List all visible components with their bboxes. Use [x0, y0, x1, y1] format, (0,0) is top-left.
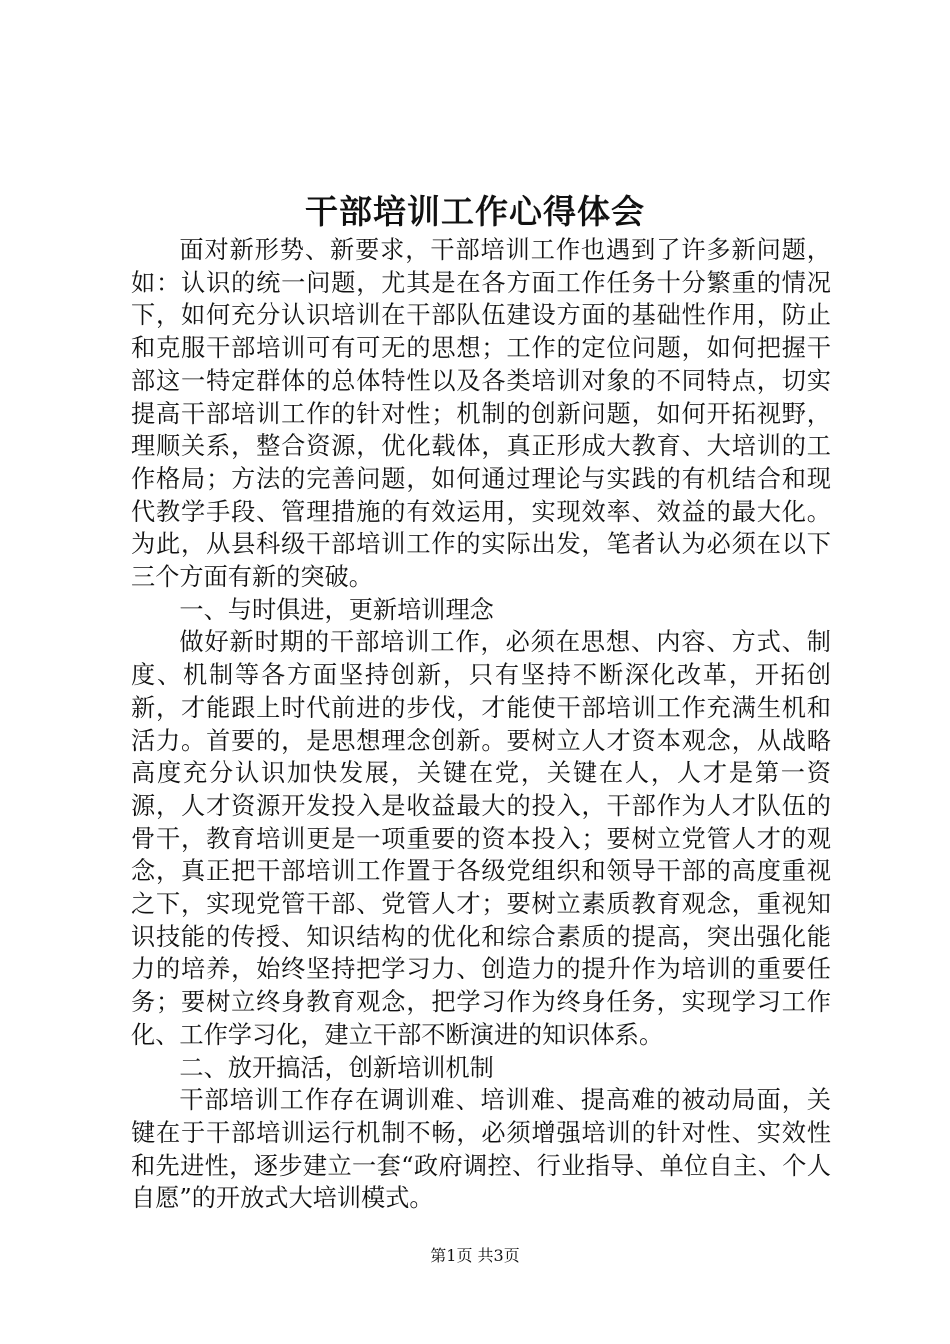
section-heading-2: 二、放开搞活，创新培训机制 [179, 1053, 494, 1082]
section-heading-1: 一、与时俱进，更新培训理念 [179, 595, 494, 624]
paragraph-section-1: 做好新时期的干部培训工作，必须在思想、内容、方式、制度、机制等各方面坚持创新，只有坚持不断深化改革，开拓创新，才能跟上时代前进的步伐，才能使干部培训工作充满生机和活力。首要的，是思想理念创新。要树立人才资本观念，从战略高度充分认识加快发展，关键在党，关键在人，人才是第一资源，人才资源开发投入是收益最大的投入，干部作为人才队伍的骨干，教育培训更是一项重要的资本投入；要树立党管人才的观念，真正把干部培训工作置于各级党组织和领导干部的高度重视之下，实现党管干部、党管人才；要树立素质教育观念，重视知识技能的传授、知识结构的优化和综合素质的提高，突出强化能力的培养，始终坚持把学习力、创造力的提升作为培训的重要任务；要树立终身教育观念，把学习作为终身任务，实现学习工作化、工作学习化，建立干部不断演进的知识体系。 [131, 628, 831, 1049]
paragraph-intro: 面对新形势、新要求，干部培训工作也遇到了许多新问题，如：认识的统一问题，尤其是在各方面工作任务十分繁重的情况下，如何充分认识培训在干部队伍建设方面的基础性作用，防止和克服干部培训可有可无的思想；工作的定位问题，如何把握干部这一特定群体的总体特性以及各类培训对象的不同特点，切实提高干部培训工作的针对性；机制的创新问题，如何开拓视野，理顺关系，整合资源，优化载体，真正形成大教育、大培训的工作格局；方法的完善问题，如何通过理论与实践的有机结合和现代教学手段、管理措施的有效运用，实现效率、效益的最大化。为此，从县科级干部培训工作的实际出发，笔者认为必须在以下三个方面有新的突破。 [131, 236, 831, 592]
page-footer: 第1页 共3页 [430, 1246, 520, 1265]
document-title: 干部培训工作心得体会 [305, 192, 645, 231]
document-body [131, 234, 831, 1215]
paragraph-section-2: 干部培训工作存在调训难、培训难、提高难的被动局面，关键在于干部培训运行机制不畅，必须增强培训的针对性、实效性和先进性，逐步建立一套“政府调控、行业指导、单位自主、个人自愿”的开放式大培训模式。 [131, 1086, 831, 1213]
